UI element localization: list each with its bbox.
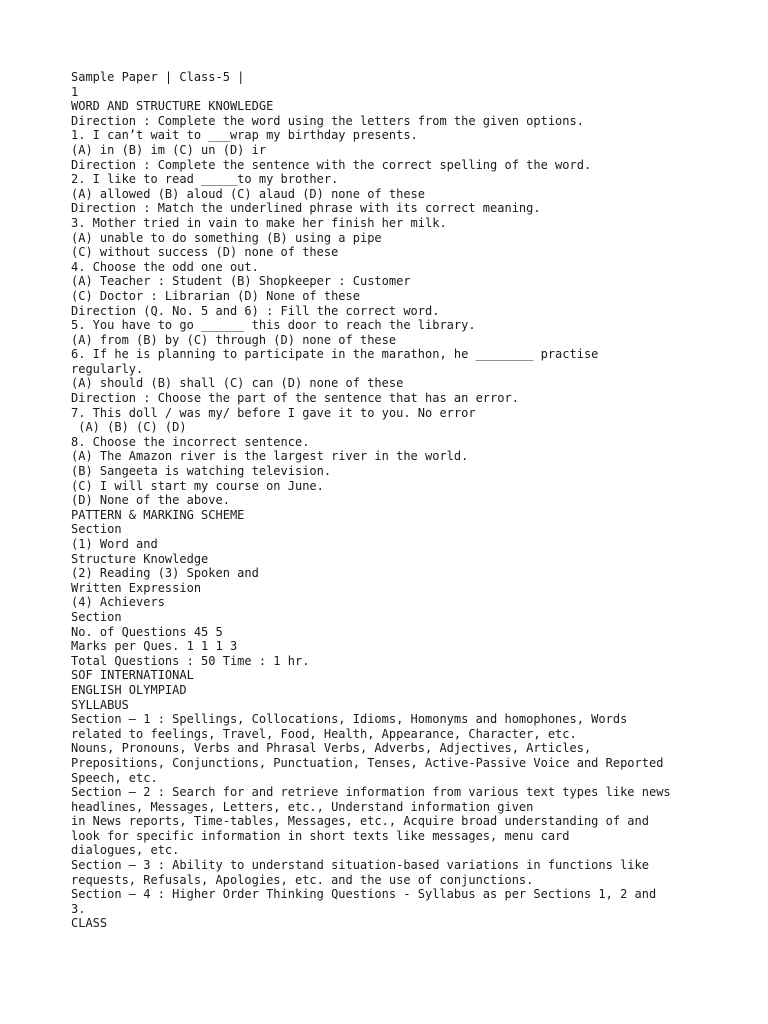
pattern-text: Written Expression bbox=[71, 580, 202, 595]
pattern-marks: Marks per Ques. 1 1 1 3 bbox=[71, 639, 238, 654]
syllabus-text: requests, Refusals, Apologies, etc. and the use of conjunctions. bbox=[71, 872, 534, 887]
question-7: 7. This doll / was my/ before I gave it to you. No error bbox=[71, 405, 476, 420]
question-4-options: (C) Doctor : Librarian (D) None of these bbox=[71, 288, 360, 303]
pattern-text: (2) Reading (3) Spoken and bbox=[71, 566, 259, 581]
question-8: 8. Choose the incorrect sentence. bbox=[71, 434, 310, 449]
syllabus-text: Section – 3 : Ability to understand situation-based variations in functions like bbox=[71, 858, 649, 873]
question-8-option-a: (A) The Amazon river is the largest river in the world. bbox=[71, 449, 469, 464]
direction-text: Direction : Complete the sentence with the correct spelling of the word. bbox=[71, 157, 592, 172]
document-page bbox=[71, 70, 751, 931]
syllabus-text: look for specific information in short texts like messages, menu card bbox=[71, 828, 570, 843]
question-1: 1. I can’t wait to ___wrap my birthday presents. bbox=[71, 128, 418, 143]
question-8-option-b: (B) Sangeeta is watching television. bbox=[71, 464, 332, 479]
question-2: 2. I like to read _____to my brother. bbox=[71, 172, 339, 187]
pattern-section-label: Section bbox=[71, 609, 122, 624]
question-4-options: (A) Teacher : Student (B) Shopkeeper : Customer bbox=[71, 274, 411, 289]
syllabus-text: Section – 4 : Higher Order Thinking Questions - Syllabus as per Sections 1, 2 and bbox=[71, 887, 657, 902]
page-number: 1 bbox=[71, 84, 79, 99]
syllabus-text: in News reports, Time-tables, Messages, etc., Acquire broad understanding of and bbox=[71, 814, 649, 829]
pattern-section-label: Section bbox=[71, 522, 122, 537]
question-3-options: (C) without success (D) none of these bbox=[71, 245, 339, 260]
syllabus-heading: SYLLABUS bbox=[71, 697, 129, 712]
direction-text: Direction (Q. No. 5 and 6) : Fill the correct word. bbox=[71, 303, 440, 318]
question-6: 6. If he is planning to participate in the marathon, he ________ practise bbox=[71, 347, 599, 362]
pattern-text: (1) Word and bbox=[71, 537, 158, 551]
question-8-option-d: (D) None of the above. bbox=[71, 493, 230, 508]
direction-text: Direction : Complete the word using the letters from the given options. bbox=[71, 113, 584, 128]
question-6-options: (A) should (B) shall (C) can (D) none of these bbox=[71, 376, 404, 391]
header-title: Sample Paper | Class-5 | bbox=[71, 70, 245, 84]
syllabus-text: Section – 2 : Search for and retrieve information from various text types like news bbox=[71, 785, 671, 800]
syllabus-text: Speech, etc. bbox=[71, 770, 158, 785]
syllabus-text: dialogues, etc. bbox=[71, 843, 180, 858]
syllabus-text: Section – 1 : Spellings, Collocations, Idioms, Homonyms and homophones, Words bbox=[71, 712, 628, 727]
olympiad-title: SOF INTERNATIONAL bbox=[71, 668, 194, 683]
question-8-option-c: (C) I will start my course on June. bbox=[71, 478, 324, 493]
class-label: CLASS bbox=[71, 916, 108, 931]
pattern-total: Total Questions : 50 Time : 1 hr. bbox=[71, 653, 310, 668]
question-5-options: (A) from (B) by (C) through (D) none of these bbox=[71, 332, 397, 347]
syllabus-text: 3. bbox=[71, 901, 86, 916]
question-3-options: (A) unable to do something (B) using a pipe bbox=[71, 230, 382, 245]
syllabus-text: Nouns, Pronouns, Verbs and Phrasal Verbs, Adverbs, Adjectives, Articles, bbox=[71, 741, 592, 756]
section-heading: WORD AND STRUCTURE KNOWLEDGE bbox=[71, 99, 274, 114]
direction-text: Direction : Match the underlined phrase with its correct meaning. bbox=[71, 201, 541, 216]
question-6-continued: regularly. bbox=[71, 361, 144, 376]
pattern-text: Structure Knowledge bbox=[71, 551, 209, 566]
pattern-heading: PATTERN & MARKING SCHEME bbox=[71, 507, 245, 522]
question-4: 4. Choose the odd one out. bbox=[71, 259, 259, 274]
question-1-options: (A) in (B) im (C) un (D) ir bbox=[71, 142, 267, 157]
direction-text: Direction : Choose the part of the sentence that has an error. bbox=[71, 391, 519, 406]
pattern-questions-count: No. of Questions 45 5 bbox=[71, 624, 223, 639]
olympiad-title: ENGLISH OLYMPIAD bbox=[71, 682, 187, 697]
question-5: 5. You have to go ______ this door to reach the library. bbox=[71, 318, 476, 333]
syllabus-text: headlines, Messages, Letters, etc., Understand information given bbox=[71, 799, 534, 814]
question-2-options: (A) allowed (B) aloud (C) alaud (D) none of these bbox=[71, 186, 426, 201]
question-3: 3. Mother tried in vain to make her finish her milk. bbox=[71, 215, 447, 230]
syllabus-text: Prepositions, Conjunctions, Punctuation, Tenses, Active-Passive Voice and Reported bbox=[71, 755, 664, 770]
pattern-text: (4) Achievers bbox=[71, 595, 165, 610]
question-7-options: (A) (B) (C) (D) bbox=[71, 420, 187, 435]
syllabus-text: related to feelings, Travel, Food, Health, Appearance, Character, etc. bbox=[71, 726, 577, 741]
